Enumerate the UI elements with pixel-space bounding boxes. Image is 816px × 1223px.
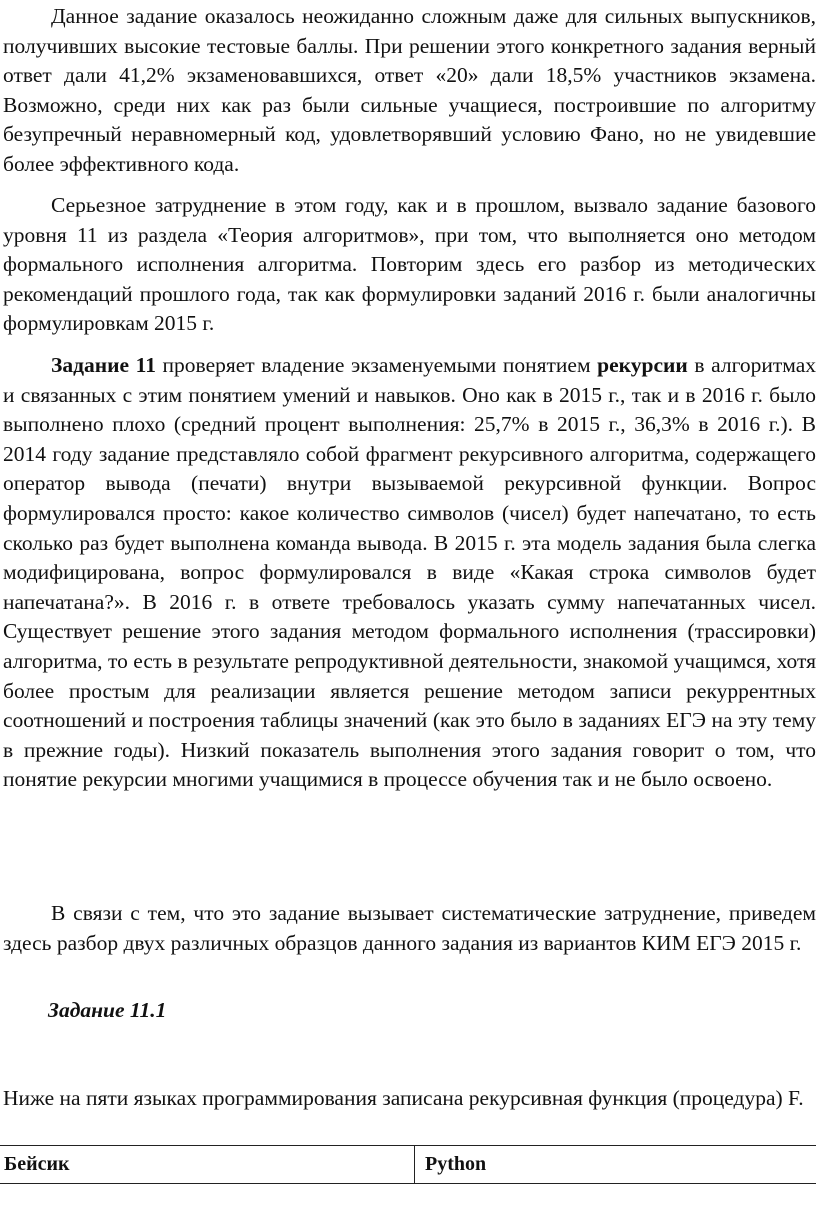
code-language-table (0, 1145, 816, 1184)
column-header-basic: Бейсик (0, 1146, 415, 1184)
paragraph-examples-intro: В связи с тем, что это задание вызывает систематические затруднение, приведем здесь разбор двух различных образцов данного задания из вариантов КИМ ЕГЭ 2015 г. (3, 901, 816, 955)
column-header-python: Python (415, 1146, 816, 1184)
recursion-bold-term: рекурсии (597, 353, 688, 377)
paragraph-task11-description (0, 351, 816, 795)
task-11-bold-label: Задание 11 (51, 353, 156, 377)
table-header-row (0, 1146, 816, 1184)
paragraph-function-intro: Ниже на пяти языках программирования записана рекурсивная функция (процедура) F. (3, 1086, 804, 1110)
paragraph-text-part1: проверяет владение экзаменуемыми понятием (155, 353, 598, 377)
paragraph-text-part2: в алгоритмах и связанных с этим понятием умений и навыков. Оно как в 2015 г., так и в 2016 г. было выполнено плохо (средний процент выполнения: 25,7% в 2015 г., 36,3% в 2016 г.). В 2014 году задание представляло собой фрагмент рекурсивного алгоритма, содержащего оператор вывода (печати) внутри вызываемой рекурсивной функции. Вопрос формулировался просто: какое количество символов (чисел) будет напечатано, то есть сколько раз будет выполнена команда вывода. В 2015 г. эта модель задания была слегка модифицирована, вопрос формулировался в виде «Какая строка символов будет напечатана?». В 2016 г. в ответе требовалось указать сумму напечатанных чисел. Существует решение этого задания методом формального исполнения (трассировки) алгоритма, то есть в результате репродуктивной деятельности, знакомой учащимся, хотя более простым для реализации является решение методом записи рекуррентных соотношений и построения таблицы значений (как это было в заданиях ЕГЭ на эту тему в прежние годы). Низкий показатель выполнения этого задания говорит о том, что понятие рекурсии многими учащимися в процессе обучения так и не было освоено. (3, 353, 816, 792)
task-11-1-heading: Задание 11.1 (48, 998, 167, 1022)
paragraph-task11-difficulty: Серьезное затруднение в этом году, как и в прошлом, вызвало задание базового уровня 11 из раздела «Теория алгоритмов», при том, что выполняется оно методом формального исполнения алгоритма. Повторим здесь его разбор из методических рекомендаций прошлого года, так как формулировки заданий 2016 г. были аналогичны формулировкам 2015 г. (3, 193, 816, 336)
paragraph-fano-code: Данное задание оказалось неожиданно сложным даже для сильных выпускников, получивших высокие тестовые баллы. При решении этого конкретного задания верный ответ дали 41,2% экзаменовавшихся, ответ «20» дали 18,5% участников экзамена. Возможно, среди них как раз были сильные учащиеся, построившие по алгоритму безупречный неравномерный код, удовлетворявший условию Фано, но не увидевшие более эффективного кода. (3, 4, 816, 176)
